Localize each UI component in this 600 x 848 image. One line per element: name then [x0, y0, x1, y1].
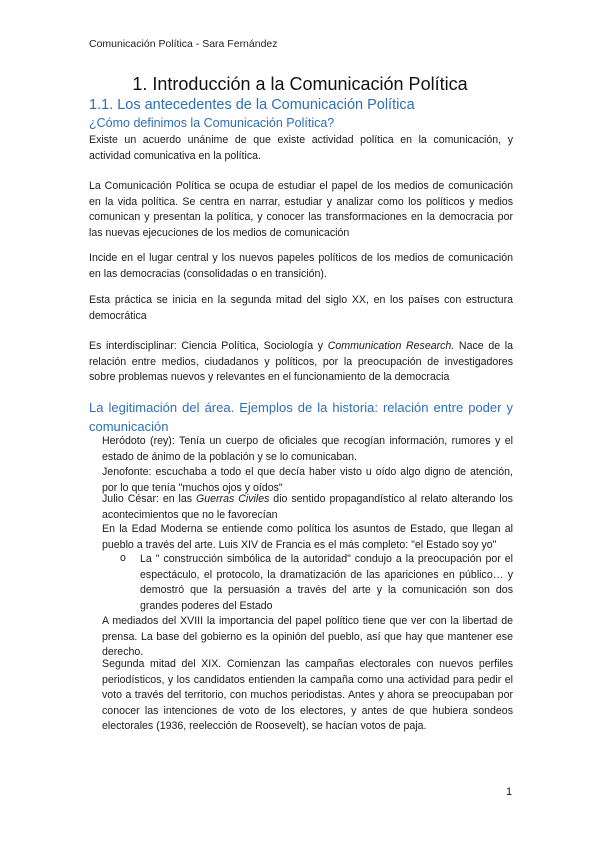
item-siglo-xix: Segunda mitad del XIX. Comienzan las campañas electorales con nuevos perfiles periodísticos, y los candidatos entienden la campaña como una actividad para pedir el voto a través del territorio, con muchos periodistas. Antes y ahora se preocupaban por conocer las intenciones de voto de los electores, y antes de que hubiera sondeos electorales (1936, reelección de Roosevelt), se hacían votos de paja. — [102, 658, 513, 732]
item-herodoto: Heródoto (rey): Tenía un cuerpo de oficiales que recogían información, rumores y el estado de ánimo de la población y se lo comunicaban. — [102, 435, 513, 463]
history-heading: La legitimación del área. Ejemplos de la historia: relación entre poder y comunicación — [89, 400, 513, 434]
page-number: 1 — [506, 786, 513, 798]
bullet-marker: o — [120, 552, 126, 564]
item-siglo-xviii: A mediados del XVIII la importancia del papel político tiene que ver con la libertad de prensa. La base del gobierno es la opinión del pueblo, así que hay que mantener ese derecho. — [102, 615, 513, 658]
communication-research-italic: Communication Research. — [327, 340, 455, 352]
paragraph-origen: Esta práctica se inicia en la segunda mitad del siglo XX, en los países con estructura democrática — [89, 294, 513, 322]
interdisciplinar-text-rest: Nace de la relación entre medios, ciudadanos y políticos, por la preocupación de investigadores sobre problemas nuevos y relevantes en el funcionamiento de la democracia — [89, 340, 514, 383]
julio-cesar-text-rest: dio sentido propagandístico al relato alterando los acontecimientos que no le favorecían — [102, 493, 513, 521]
interdisciplinar-text: Es interdisciplinar: Ciencia Política, Sociología y — [89, 340, 328, 352]
running-header: Comunicación Política - Sara Fernández — [89, 38, 278, 50]
julio-cesar-text: Julio César: en las — [102, 493, 196, 505]
paragraph-definicion: La Comunicación Política se ocupa de estudiar el papel de los medios de comunicación en la vida política. Se centra en narrar, estudiar y analizar como los políticos y medios comunican y presentan la política, y conocer las transformaciones en la democracia por las nuevas ejecuciones de los medios de comunicación — [89, 180, 513, 239]
page-title: 1. Introducción a la Comunicación Política — [132, 74, 468, 94]
section-heading: 1.1. Los antecedentes de la Comunicación Política — [89, 97, 415, 113]
paragraph-acuerdo: Existe un acuerdo unánime de que existe actividad política en la comunicación, y actividad comunicativa en la política. — [89, 134, 513, 162]
section-subheading: ¿Cómo definimos la Comunicación Política? — [89, 116, 335, 130]
paragraph-incide: Incide en el lugar central y los nuevos papeles políticos de los medios de comunicación en las democracias (consolidadas o en transición). — [89, 252, 513, 280]
item-jenofonte: Jenofonte: escuchaba a todo el que decía haber visto u oído algo digno de atención, por lo que tenía "muchos ojos y oídos" — [102, 466, 513, 494]
item-edad-moderna: En la Edad Moderna se entiende como política los asuntos de Estado, que llegan al pueblo a través del arte. Luis XIV de Francia es el más completo: "el Estado soy yo" — [102, 523, 513, 551]
item-julio-cesar — [102, 492, 513, 523]
paragraph-interdisciplinar — [89, 339, 513, 386]
item-construccion-simbolica: La " construcción simbólica de la autoridad" condujo a la preocupación por el espectáculo, el protocolo, la dramatización de las apariciones en público… y demostró que la persuasión a través del arte y la comunicación son dos grandes poderes del Estado — [140, 553, 513, 612]
guerras-civiles-italic: Guerras Civiles — [196, 493, 270, 505]
